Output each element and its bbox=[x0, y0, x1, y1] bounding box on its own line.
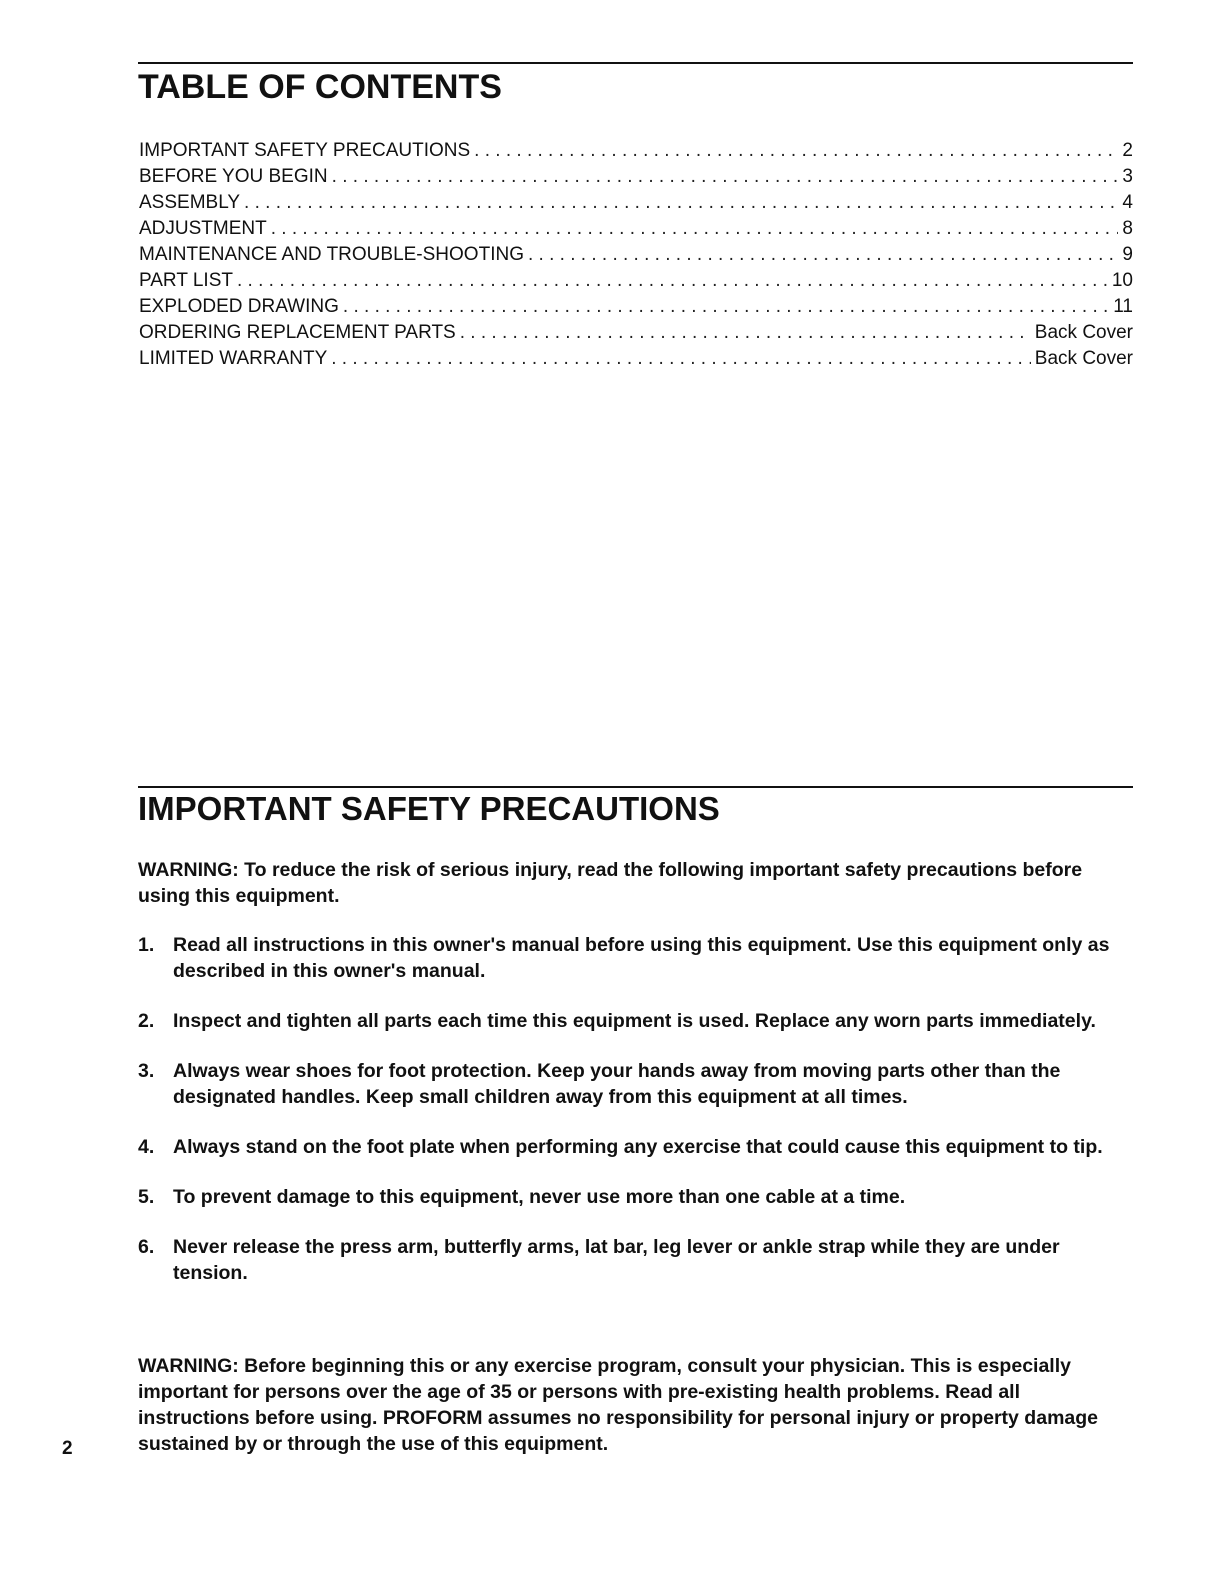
toc-entry[interactable] bbox=[139, 138, 1133, 164]
toc-entry[interactable] bbox=[139, 320, 1133, 346]
precaution-number: 3. bbox=[138, 1060, 155, 1082]
precaution-text: Inspect and tighten all parts each time this equipment is used. Replace any worn parts immediately. bbox=[173, 1010, 1096, 1032]
toc-entry[interactable] bbox=[139, 164, 1133, 190]
toc-title: TABLE OF CONTENTS bbox=[138, 68, 502, 106]
precaution-number: 6. bbox=[138, 1236, 155, 1258]
precaution-text: Always stand on the foot plate when performing any exercise that could cause this equipment to tip. bbox=[173, 1136, 1103, 1158]
precautions-list bbox=[138, 932, 1138, 1286]
toc-entry[interactable] bbox=[139, 190, 1133, 216]
dot-leader bbox=[244, 190, 1118, 216]
toc-entry-page: Back Cover bbox=[1034, 322, 1133, 343]
precaution-number: 4. bbox=[138, 1136, 155, 1158]
toc-entry-page: 8 bbox=[1122, 218, 1133, 239]
precaution-item bbox=[138, 1184, 1138, 1210]
toc-entry-page: 10 bbox=[1111, 270, 1133, 291]
dot-leader bbox=[528, 242, 1118, 268]
toc-entry-label: BEFORE YOU BEGIN bbox=[139, 166, 328, 187]
toc-entry[interactable] bbox=[139, 268, 1133, 294]
dot-leader bbox=[343, 294, 1109, 320]
toc-entry-page: 4 bbox=[1122, 192, 1133, 213]
dot-leader bbox=[460, 320, 1031, 346]
precaution-item bbox=[138, 1008, 1138, 1034]
dot-leader bbox=[237, 268, 1108, 294]
toc-entry-page: 9 bbox=[1122, 244, 1133, 265]
precaution-text: Never release the press arm, butterfly arms, lat bar, leg lever or ankle strap while they are under tension. bbox=[173, 1236, 1060, 1284]
precaution-item bbox=[138, 1058, 1138, 1110]
precaution-number: 2. bbox=[138, 1010, 155, 1032]
toc-entry[interactable] bbox=[139, 346, 1133, 372]
dot-leader bbox=[474, 138, 1118, 164]
precaution-number: 5. bbox=[138, 1186, 155, 1208]
dot-leader bbox=[331, 346, 1031, 372]
toc-entry-label: EXPLODED DRAWING bbox=[139, 296, 339, 317]
toc-entry[interactable] bbox=[139, 294, 1133, 320]
page-number: 2 bbox=[62, 1438, 73, 1459]
dot-leader bbox=[332, 164, 1119, 190]
precaution-text: Read all instructions in this owner's manual before using this equipment. Use this equipment only as described in this owner's manual. bbox=[173, 934, 1110, 982]
toc-entry[interactable] bbox=[139, 242, 1133, 268]
toc-entry-label: PART LIST bbox=[139, 270, 233, 291]
precaution-item bbox=[138, 1134, 1138, 1160]
toc-entry-label: ASSEMBLY bbox=[139, 192, 241, 213]
precaution-text: To prevent damage to this equipment, never use more than one cable at a time. bbox=[173, 1186, 906, 1208]
toc-entry[interactable] bbox=[139, 216, 1133, 242]
toc-entry-label: ORDERING REPLACEMENT PARTS bbox=[139, 322, 456, 343]
precaution-item bbox=[138, 1234, 1138, 1286]
dot-leader bbox=[271, 216, 1119, 242]
top-rule bbox=[138, 62, 1133, 64]
toc-entry-label: IMPORTANT SAFETY PRECAUTIONS bbox=[139, 140, 471, 161]
precaution-item bbox=[138, 932, 1138, 984]
toc-entry-page: 2 bbox=[1122, 140, 1133, 161]
precaution-number: 1. bbox=[138, 934, 155, 956]
warning-intro: WARNING: To reduce the risk of serious injury, read the following important safety precautions before using this equipment. bbox=[138, 859, 1083, 907]
toc-entry-page: Back Cover bbox=[1034, 348, 1133, 369]
precaution-text: Always wear shoes for foot protection. Keep your hands away from moving parts other than the designated handles. Keep small children away from this equipment at all times. bbox=[173, 1060, 1061, 1108]
toc-entry-page: 3 bbox=[1122, 166, 1133, 187]
toc-list bbox=[139, 138, 1133, 372]
section-rule bbox=[138, 786, 1133, 788]
toc-entry-label: ADJUSTMENT bbox=[139, 218, 267, 239]
warning-final: WARNING: Before beginning this or any exercise program, consult your physician. This is especially important for persons over the age of 35 or persons with pre-existing health problems. Read all instructions before using. PROFORM assumes no responsibility for personal injury or property damage sustained by or through the use of this equipment. bbox=[138, 1355, 1099, 1455]
toc-entry-label: MAINTENANCE AND TROUBLE-SHOOTING bbox=[139, 244, 524, 265]
toc-entry-label: LIMITED WARRANTY bbox=[139, 348, 328, 369]
toc-entry-page: 11 bbox=[1113, 296, 1133, 317]
safety-title: IMPORTANT SAFETY PRECAUTIONS bbox=[138, 790, 720, 827]
